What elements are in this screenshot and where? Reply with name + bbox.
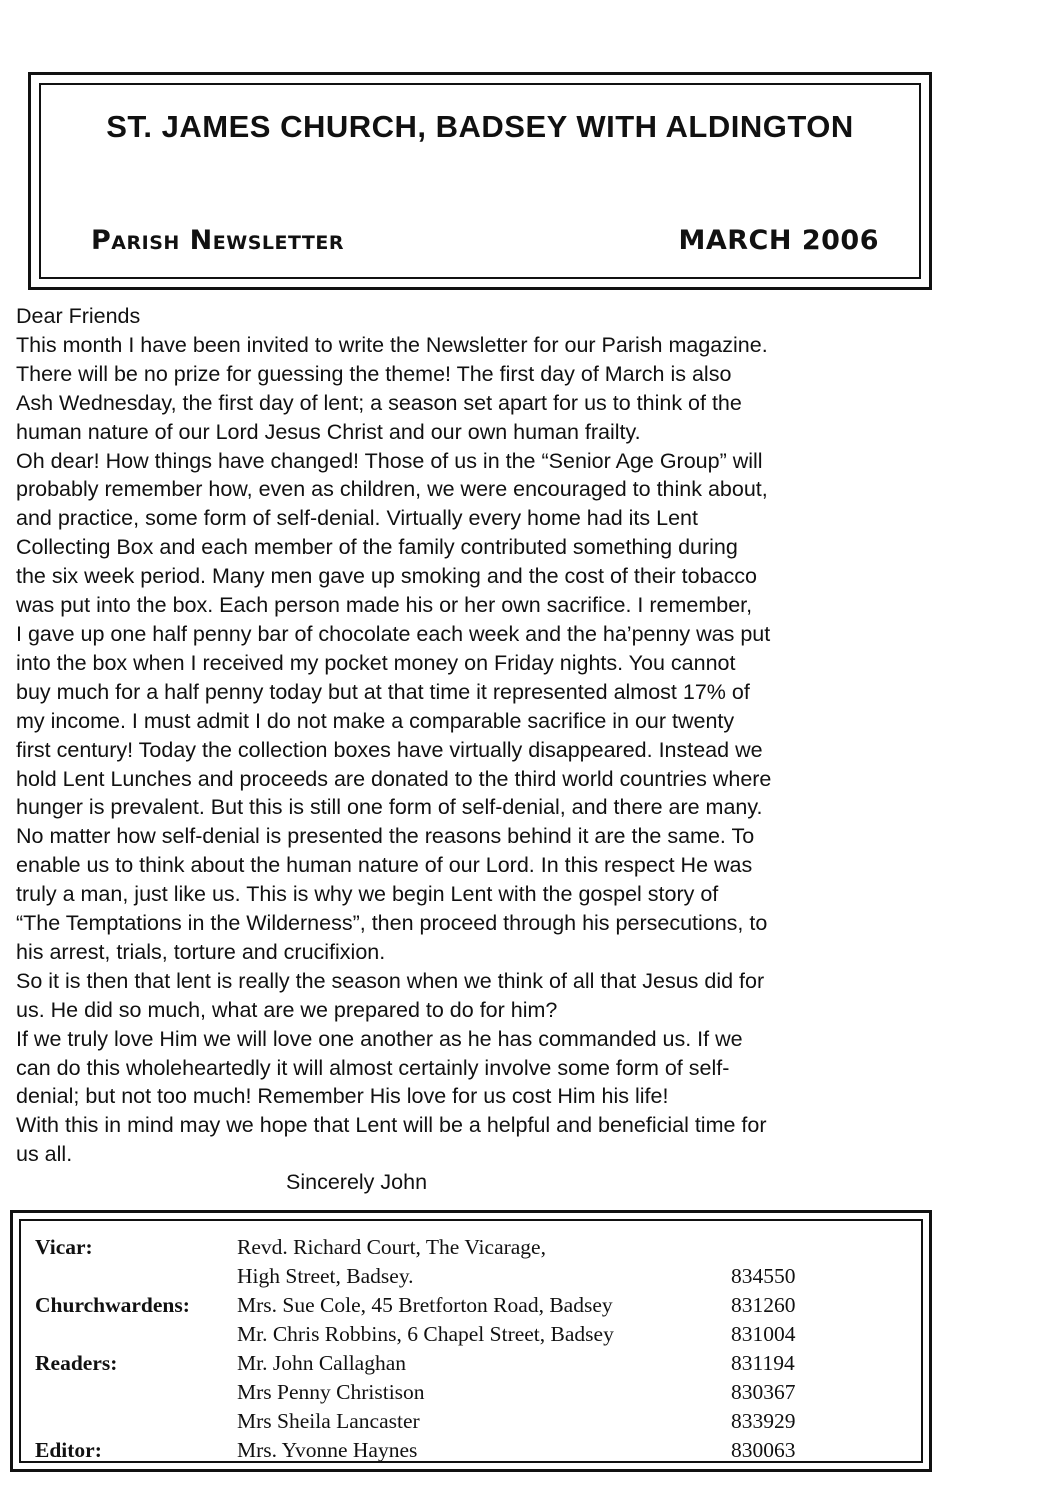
contact-detail: Mrs Penny Christison bbox=[237, 1380, 425, 1404]
contacts-table bbox=[35, 1235, 831, 1467]
contact-phone: 830367 bbox=[731, 1380, 796, 1404]
letter-line: and practice, some form of self-denial. Virtually every home had its Lent bbox=[16, 506, 698, 531]
contact-role: Editor: bbox=[35, 1438, 102, 1462]
contact-phone: 831004 bbox=[731, 1322, 796, 1346]
contact-row bbox=[35, 1264, 831, 1293]
contact-role bbox=[35, 1322, 237, 1351]
contact-role: Churchwardens: bbox=[35, 1293, 190, 1317]
letter-line: the six week period. Many men gave up smoking and the cost of their tobacco bbox=[16, 564, 757, 589]
letter-line: into the box when I received my pocket money on Friday nights. You cannot bbox=[16, 650, 736, 675]
letter-line: his arrest, trials, torture and crucifixion. bbox=[16, 939, 386, 964]
letter-line: This month I have been invited to write the Newsletter for our Parish magazine. bbox=[16, 332, 768, 357]
contact-row bbox=[35, 1351, 831, 1380]
contact-role bbox=[35, 1409, 237, 1438]
contact-row bbox=[35, 1235, 831, 1264]
contact-detail: Mr. John Callaghan bbox=[237, 1351, 406, 1375]
contact-row bbox=[35, 1438, 831, 1467]
letter-line: was put into the box. Each person made his or her own sacrifice. I remember, bbox=[16, 593, 753, 618]
masthead-inner-border bbox=[39, 83, 921, 279]
letter-line: I gave up one half penny bar of chocolate each week and the ha’penny was put bbox=[16, 621, 771, 646]
church-title: ST. JAMES CHURCH, BADSEY WITH ALDINGTON bbox=[106, 109, 854, 144]
contact-detail: Mrs. Sue Cole, 45 Bretforton Road, Badsey bbox=[237, 1293, 613, 1317]
letter-line: first century! Today the collection boxes have virtually disappeared. Instead we bbox=[16, 737, 763, 762]
letter-line: hunger is prevalent. But this is still one form of self-denial, and there are many. bbox=[16, 795, 763, 820]
letter-line: us all. bbox=[16, 1142, 73, 1167]
letter-line: buy much for a half penny today but at that time it represented almost 17% of bbox=[16, 679, 750, 704]
letter-line: So it is then that lent is really the season when we think of all that Jesus did for bbox=[16, 968, 765, 993]
letter-body bbox=[16, 302, 906, 1169]
contact-row bbox=[35, 1293, 831, 1322]
contact-phone bbox=[731, 1235, 831, 1264]
contact-role: Readers: bbox=[35, 1351, 118, 1375]
contact-detail: Mrs Sheila Lancaster bbox=[237, 1409, 420, 1433]
letter-line: “The Temptations in the Wilderness”, then proceed through his persecutions, to bbox=[16, 911, 768, 936]
letter-line: human nature of our Lord Jesus Christ and our own human frailty. bbox=[16, 419, 641, 444]
contact-phone: 831194 bbox=[731, 1351, 795, 1375]
contact-role: Vicar: bbox=[35, 1235, 93, 1259]
masthead-box bbox=[28, 72, 932, 290]
letter-line: hold Lent Lunches and proceeds are donated to the third world countries where bbox=[16, 766, 772, 791]
contact-role bbox=[35, 1380, 237, 1409]
contact-row bbox=[35, 1380, 831, 1409]
newsletter-label: Parish Newsletter bbox=[91, 225, 344, 256]
contact-phone: 833929 bbox=[731, 1409, 796, 1433]
letter-line: Collecting Box and each member of the family contributed something during bbox=[16, 535, 738, 560]
letter-line: If we truly love Him we will love one another as he has commanded us. If we bbox=[16, 1026, 743, 1051]
contact-role bbox=[35, 1264, 237, 1293]
letter-line: With this in mind may we hope that Lent will be a helpful and beneficial time for bbox=[16, 1113, 767, 1138]
contacts-box bbox=[10, 1210, 932, 1472]
letter-line: us. He did so much, what are we prepared to do for him? bbox=[16, 997, 558, 1022]
letter-line: denial; but not too much! Remember His love for us cost Him his life! bbox=[16, 1084, 669, 1109]
letter-line: Ash Wednesday, the first day of lent; a season set apart for us to think of the bbox=[16, 390, 742, 415]
contact-phone: 831260 bbox=[731, 1293, 796, 1317]
issue-date: MARCH 2006 bbox=[678, 225, 879, 256]
contact-phone: 830063 bbox=[731, 1438, 796, 1462]
letter-signoff: Sincerely John bbox=[286, 1170, 428, 1194]
letter-line: can do this wholeheartedly it will almost certainly involve some form of self- bbox=[16, 1055, 730, 1080]
contact-detail: Mr. Chris Robbins, 6 Chapel Street, Badsey bbox=[237, 1322, 614, 1346]
letter-line: Dear Friends bbox=[16, 304, 141, 328]
letter-line: probably remember how, even as children, we were encouraged to think about, bbox=[16, 477, 768, 502]
contacts-inner-border bbox=[19, 1219, 923, 1463]
letter-line: my income. I must admit I do not make a comparable sacrifice in our twenty bbox=[16, 708, 735, 733]
letter-line: enable us to think about the human nature of our Lord. In this respect He was bbox=[16, 853, 753, 878]
letter-line: Oh dear! How things have changed! Those of us in the “Senior Age Group” will bbox=[16, 448, 763, 473]
contact-detail: Mrs. Yvonne Haynes bbox=[237, 1438, 418, 1462]
contact-row bbox=[35, 1409, 831, 1438]
letter-line: There will be no prize for guessing the theme! The first day of March is also bbox=[16, 361, 732, 386]
contact-phone: 834550 bbox=[731, 1264, 796, 1288]
contact-detail: High Street, Badsey. bbox=[237, 1264, 414, 1288]
contact-detail: Revd. Richard Court, The Vicarage, bbox=[237, 1235, 546, 1259]
letter-line: No matter how self-denial is presented the reasons behind it are the same. To bbox=[16, 824, 755, 849]
letter-line: truly a man, just like us. This is why we begin Lent with the gospel story of bbox=[16, 882, 719, 907]
contact-row bbox=[35, 1322, 831, 1351]
